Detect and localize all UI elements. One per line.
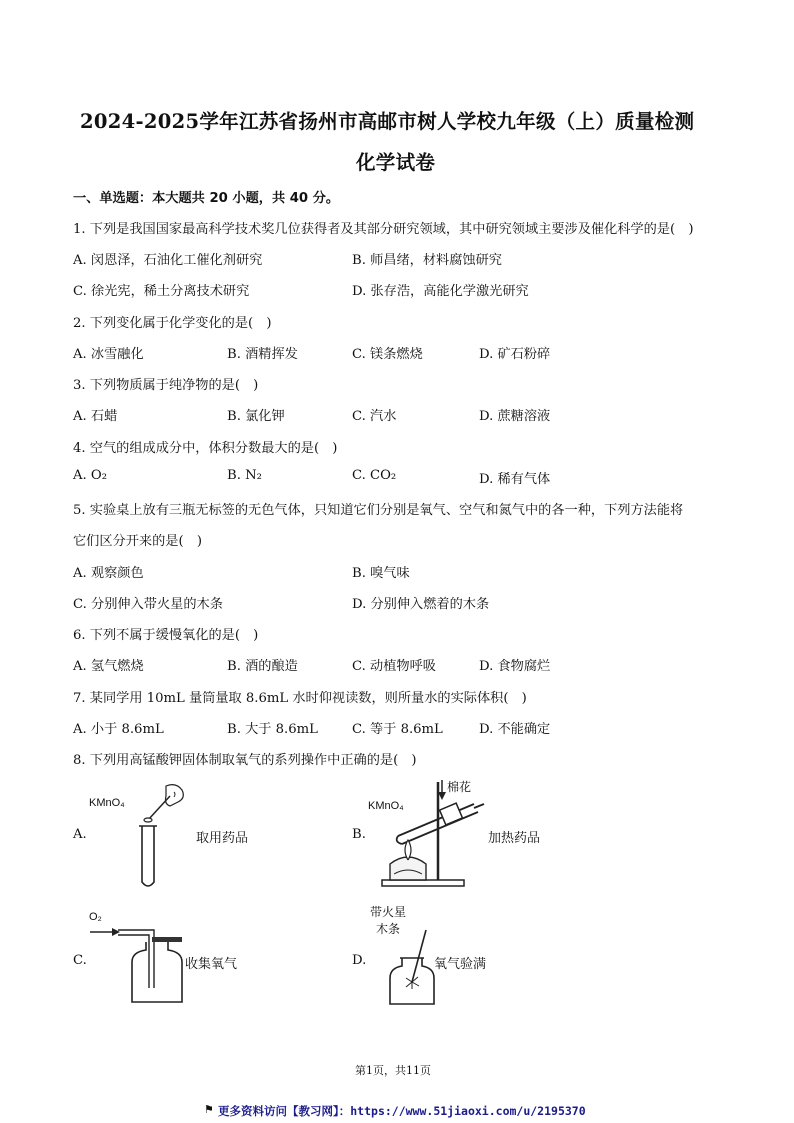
page-number: 第1页，共11页 — [355, 1064, 431, 1077]
question-8-option-c-figure-label: O₂ — [89, 911, 102, 923]
question-1-option-b: B. 师昌绪，材料腐蚀研究 — [352, 253, 502, 268]
section-heading: 一、单选题：本大题共 20 小题，共 40 分。 — [73, 191, 340, 206]
footer-resource-link[interactable]: 更多资料访问【教习网】：https://www.51jiaoxi.com/u/2195370 — [218, 1104, 586, 1118]
page-title: 2024-2025学年江苏省扬州市高邮市树人学校九年级（上）质量检测 — [80, 110, 695, 133]
question-6-option-b: B. 酒的酿造 — [227, 659, 298, 674]
figure-test-tube-spatula — [130, 782, 190, 892]
question-8-option-b-figure-label2: 棉花 — [447, 780, 472, 794]
question-5-option-a: A. 观察颜色 — [73, 566, 144, 581]
question-8-option-a-caption: 取用药品 — [196, 831, 249, 846]
question-7-option-a: A. 小于 8.6mL — [73, 722, 164, 737]
question-1-stem: 1. 下列是我国国家最高科学技术奖几位获得者及其部分研究领域，其中研究领域主要涉及催化科学的是( ) — [73, 222, 694, 237]
question-4-option-a: A. O₂ — [73, 468, 108, 483]
question-6-stem: 6. 下列不属于缓慢氧化的是( ) — [73, 628, 259, 643]
question-8-option-c-caption: 收集氧气 — [185, 957, 238, 972]
question-2-option-d: D. 矿石粉碎 — [479, 347, 551, 362]
question-3-option-d: D. 蔗糖溶液 — [479, 409, 551, 424]
question-8-option-a-figure-label: KMnO₄ — [89, 797, 125, 809]
question-3-stem: 3. 下列物质属于纯净物的是( ) — [73, 378, 259, 393]
question-3-option-b: B. 氯化钾 — [227, 409, 285, 424]
question-7-stem: 7. 某同学用 10mL 量筒量取 8.6mL 水时仰视读数，则所量水的实际体积( ) — [73, 691, 527, 706]
question-8-option-d-figure-label2: 木条 — [376, 922, 401, 936]
question-6-option-d: D. 食物腐烂 — [479, 659, 551, 674]
question-3-option-c: C. 汽水 — [352, 409, 397, 424]
figure-gas-bottle-collection — [88, 922, 188, 1006]
question-2-option-c: C. 镁条燃烧 — [352, 347, 423, 362]
question-1-option-a: A. 闵恩泽，石油化工催化剂研究 — [73, 253, 263, 268]
question-7-option-c: C. 等于 8.6mL — [352, 722, 443, 737]
question-8-option-d-figure-label: 带火星 — [370, 905, 407, 919]
question-8-option-d-caption: 氧气验满 — [434, 957, 487, 972]
question-8-option-b-figure-label: KMnO₄ — [368, 800, 404, 812]
question-4-option-d: D. 稀有气体 — [479, 472, 551, 487]
question-4-option-c: C. CO₂ — [352, 468, 397, 483]
question-1-option-c: C. 徐光宪，稀土分离技术研究 — [73, 284, 250, 299]
question-5-stem-line1: 5. 实验桌上放有三瓶无标签的无色气体，只知道它们分别是氧气、空气和氮气中的各一种，下列方法能将 — [73, 503, 684, 518]
question-8-option-d-letter: D. — [352, 953, 367, 968]
question-4-stem: 4. 空气的组成成分中，体积分数最大的是( ) — [73, 441, 338, 456]
question-8-stem: 8. 下列用高锰酸钾固体制取氧气的系列操作中正确的是( ) — [73, 753, 417, 768]
question-6-option-c: C. 动植物呼吸 — [352, 659, 436, 674]
question-8-option-b-caption: 加热药品 — [488, 831, 541, 846]
figure-heating-setup — [380, 776, 490, 891]
question-1-option-d: D. 张存浩，高能化学激光研究 — [352, 284, 529, 299]
question-8-option-a-letter: A. — [73, 827, 87, 842]
question-2-option-a: A. 冰雪融化 — [73, 347, 144, 362]
question-6-option-a: A. 氢气燃烧 — [73, 659, 144, 674]
question-2-option-b: B. 酒精挥发 — [227, 347, 298, 362]
question-5-option-b: B. 嗅气味 — [352, 566, 410, 581]
question-3-option-a: A. 石蜡 — [73, 409, 118, 424]
flag-icon: ⚑ — [204, 1103, 214, 1116]
page-subtitle: 化学试卷 — [356, 151, 436, 174]
question-4-option-b: B. N₂ — [227, 468, 262, 483]
question-8-option-c-letter: C. — [73, 953, 87, 968]
question-7-option-d: D. 不能确定 — [479, 722, 551, 737]
question-8-option-b-letter: B. — [352, 827, 366, 842]
question-5-option-d: D. 分别伸入燃着的木条 — [352, 597, 490, 612]
question-2-stem: 2. 下列变化属于化学变化的是( ) — [73, 316, 272, 331]
question-5-option-c: C. 分别伸入带火星的木条 — [73, 597, 223, 612]
question-7-option-b: B. 大于 8.6mL — [227, 722, 318, 737]
question-5-stem-line2: 它们区分开来的是( ) — [73, 534, 202, 549]
